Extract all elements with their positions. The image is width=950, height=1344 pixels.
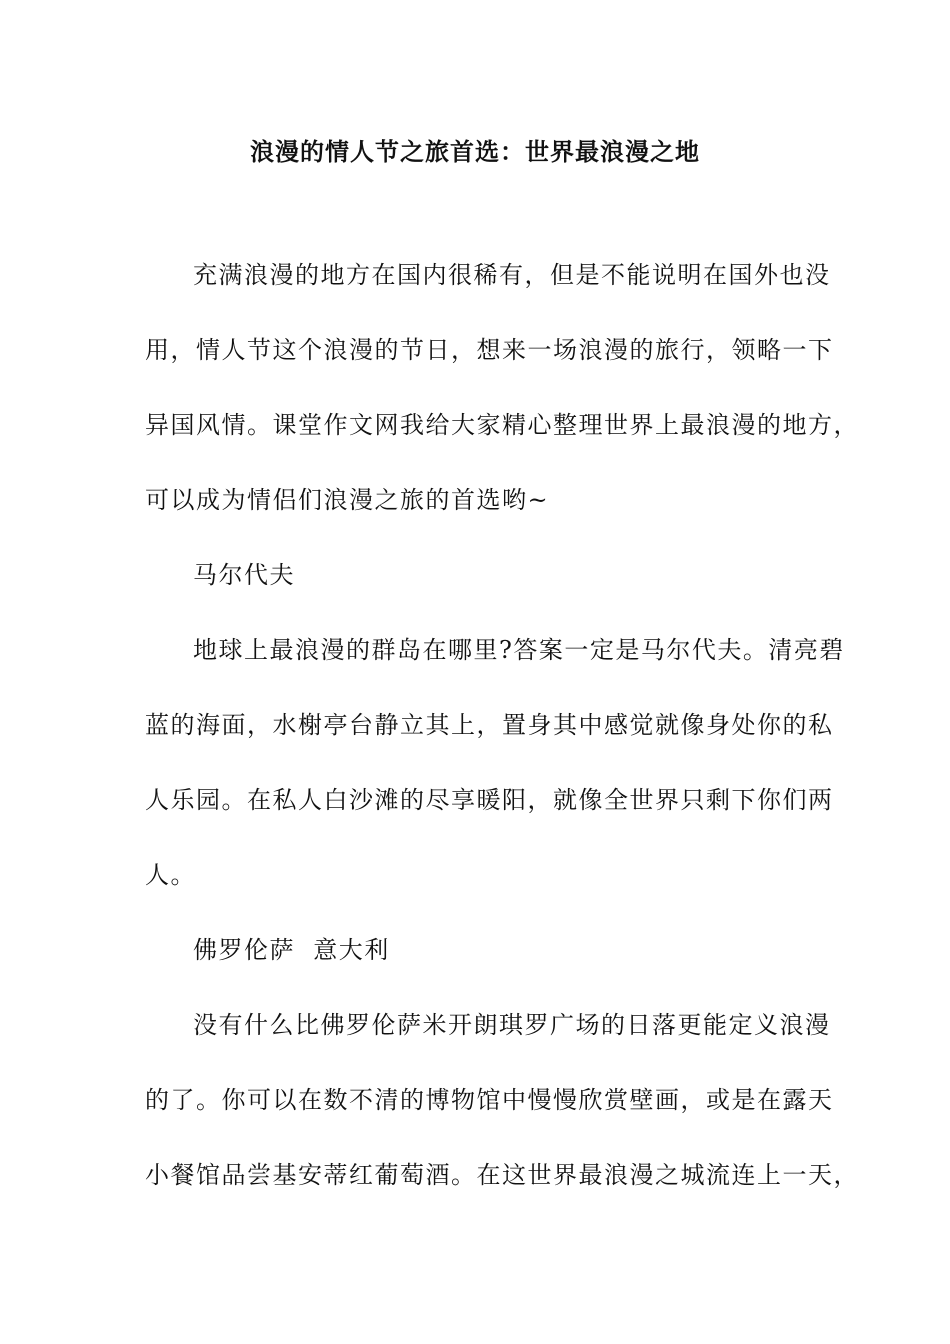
paragraph-2-line-1: 地球上最浪漫的群岛在哪里?答案一定是马尔代夫。清亮碧 (193, 636, 845, 664)
paragraph-2-line-3: 人乐园。在私人白沙滩的尽享暖阳，就像全世界只剩下你们两 (145, 786, 834, 814)
paragraph-2-line-4: 人。 (145, 861, 196, 889)
paragraph-1-line-4: 可以成为情侣们浪漫之旅的首选哟~ (145, 486, 550, 514)
paragraph-3-line-3: 小餐馆品尝基安蒂红葡萄酒。在这世界最浪漫之城流连上一天， (145, 1161, 859, 1189)
paragraph-1-line-3: 异国风情。课堂作文网我给大家精心整理世界上最浪漫的地方， (145, 411, 859, 439)
section-heading-florence: 佛罗伦萨 意大利 (193, 936, 390, 964)
paragraph-1-line-1: 充满浪漫的地方在国内很稀有，但是不能说明在国外也没 (193, 261, 831, 289)
section-heading-maldives: 马尔代夫 (193, 561, 295, 589)
paragraph-2-line-2: 蓝的海面，水榭亭台静立其上，置身其中感觉就像身处你的私 (145, 711, 834, 739)
paragraph-3-line-2: 的了。你可以在数不清的博物馆中慢慢欣赏壁画，或是在露天 (145, 1086, 834, 1114)
paragraph-3-line-1: 没有什么比佛罗伦萨米开朗琪罗广场的日落更能定义浪漫 (193, 1011, 831, 1039)
document-title: 浪漫的情人节之旅首选：世界最浪漫之地 (250, 137, 700, 166)
paragraph-1-line-2: 用，情人节这个浪漫的节日，想来一场浪漫的旅行，领略一下 (145, 336, 834, 364)
